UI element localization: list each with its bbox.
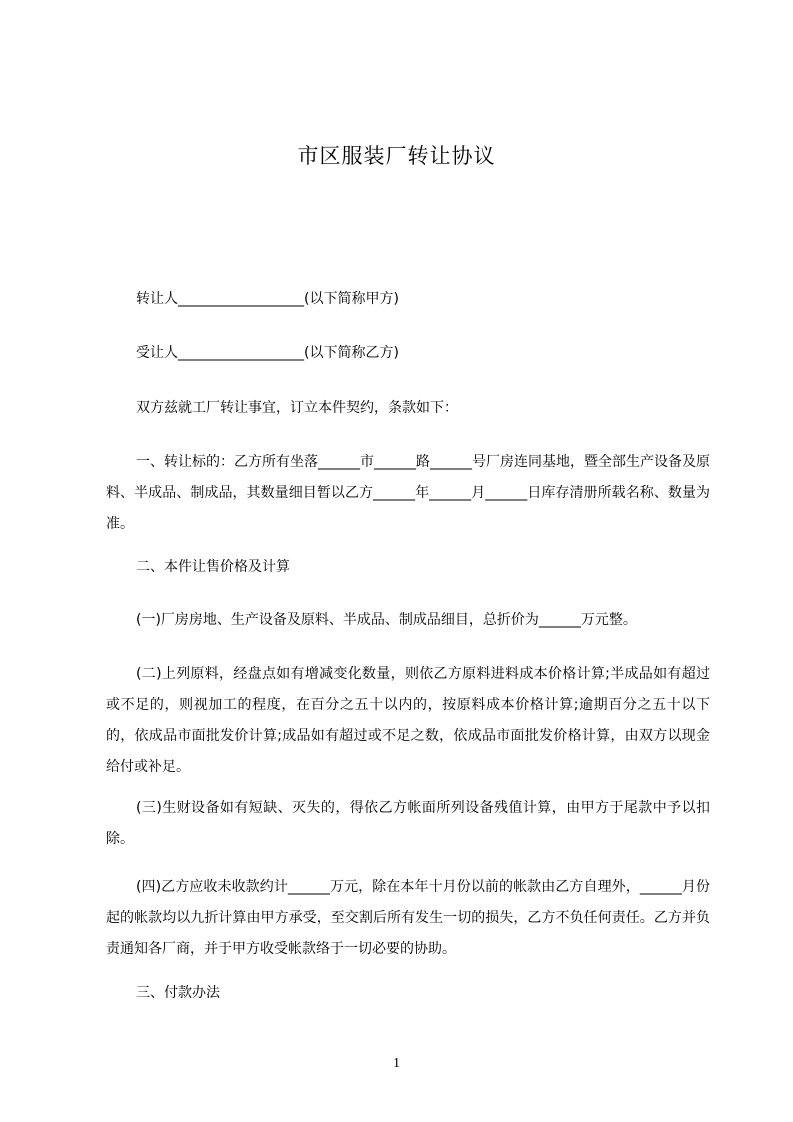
transferor-line: 转让人__________________(以下简称甲方) (136, 291, 399, 307)
clause-2-item-1: (一)厂房房地、生产设备及原料、半成品、制成品细目，总折价为______万元整。 (136, 612, 637, 628)
page-number: 1 (393, 1056, 400, 1071)
clause-2-item-4: (四)乙方应收未收款约计______万元，除在本年十月份以前的帐款由乙方自理外，______月份起的帐款均以九折计算由甲方承受，至交割后所有发生一切的损失，乙方不负任何责任。乙方并负责通知各厂商，并于甲方收受帐款络于一切必要的协助。 (106, 879, 710, 957)
clause-1-transfer-subject: 一、转让标的：乙方所有坐落______市______路______号厂房连同基地，暨全部生产设备及原料、半成品、制成品，其数量细目暂以乙方______年______月______日库存清册所载名称、数量为准。 (106, 454, 710, 532)
preamble-paragraph: 双方兹就工厂转让事宜，订立本件契约，条款如下： (136, 400, 458, 416)
transferee-line: 受让人__________________(以下简称乙方) (136, 345, 399, 361)
clause-2-item-3: (三)生财设备如有短缺、灭失的，得依乙方帐面所列设备残值计算，由甲方于尾款中予以扣除。 (106, 800, 710, 847)
clause-3-heading: 三、付款办法 (136, 985, 220, 1001)
clause-2-item-2: (二)上列原料，经盘点如有增减变化数量，则依乙方原料进料成本价格计算;半成品如有超过或不足的，则视加工的程度，在百分之五十以内的，按原料成本价格计算;逾期百分之五十以下的，依成品市面批发价计算;成品如有超过或不足之数，依成品市面批发价格计算，由双方以现金给付或补足。 (106, 666, 710, 775)
document-title: 市区服装厂转让协议 (297, 144, 496, 168)
clause-2-heading: 二、本件让售价格及计算 (136, 559, 290, 575)
